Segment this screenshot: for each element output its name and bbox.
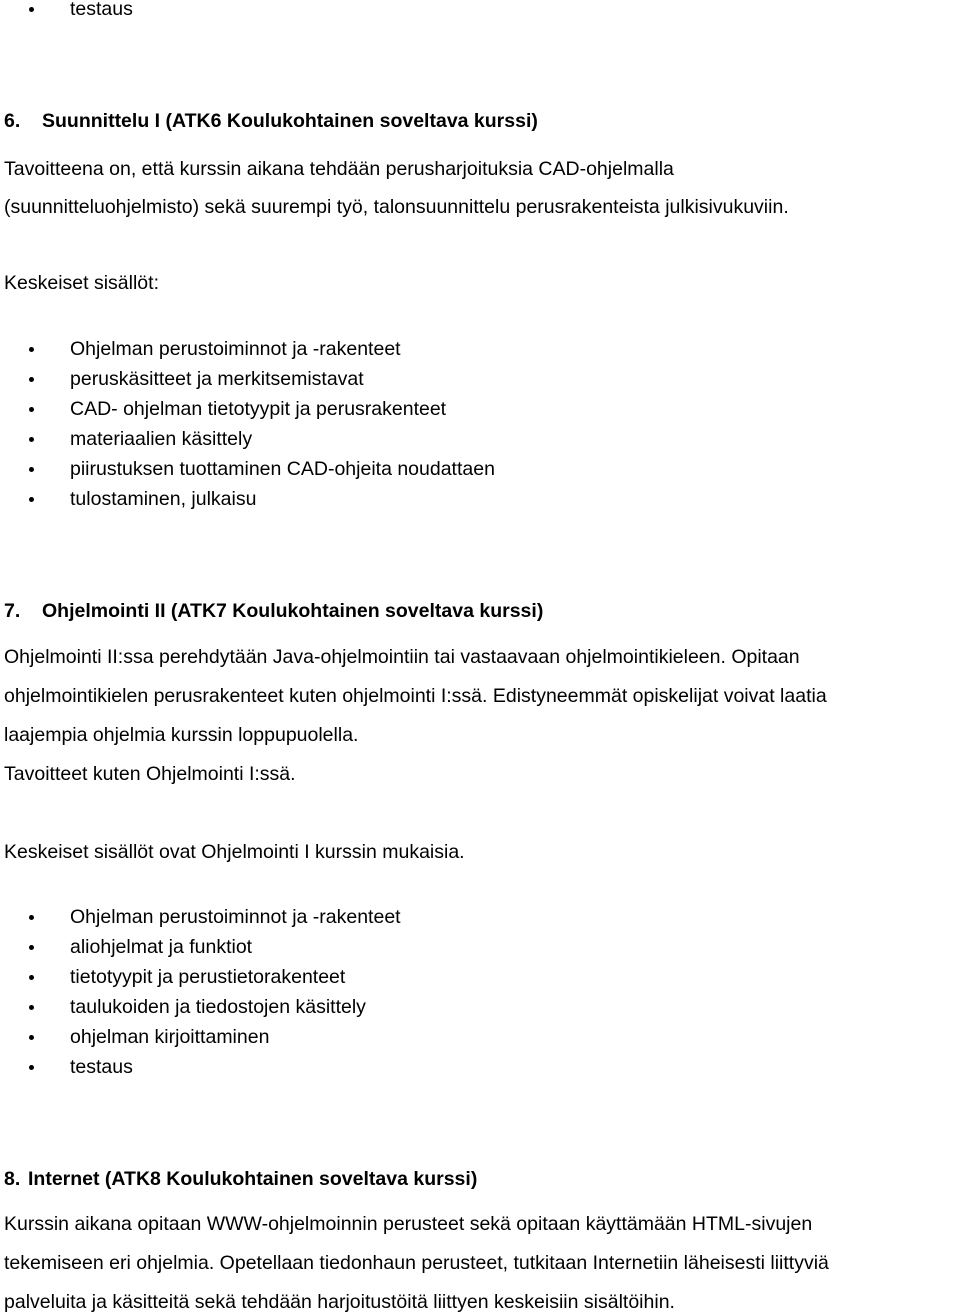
bullet-icon xyxy=(29,407,34,412)
section-6-number: 6. xyxy=(4,110,21,132)
list-item-text: piirustuksen tuottaminen CAD-ohjeita noudattaen xyxy=(70,458,495,480)
bullet-icon xyxy=(29,437,34,442)
list-item-text: aliohjelmat ja funktiot xyxy=(70,936,253,958)
list-item-text: tulostaminen, julkaisu xyxy=(70,488,257,510)
list-item-text: ohjelman kirjoittaminen xyxy=(70,1026,270,1048)
list-item-text: peruskäsitteet ja merkitsemistavat xyxy=(70,368,364,390)
section-8-intro-line-3: palveluita ja käsitteitä sekä tehdään harjoitustöitä liittyen keskeisiin sisältöihin. xyxy=(4,1291,675,1313)
bullet-icon xyxy=(29,377,34,382)
section-8-intro-line-1: Kurssin aikana opitaan WWW-ohjelmoinnin perusteet sekä opitaan käyttämään HTML-sivujen xyxy=(4,1213,813,1235)
section-8-intro-line-2: tekemiseen eri ohjelmia. Opetellaan tiedonhaun perusteet, tutkitaan Internetiin läheisesti liittyviä xyxy=(4,1252,829,1274)
bullet-icon xyxy=(29,1065,34,1070)
bullet-icon xyxy=(29,945,34,950)
section-7-contents-label: Keskeiset sisällöt ovat Ohjelmointi I kurssin mukaisia. xyxy=(4,841,465,863)
list-item-text: Ohjelman perustoiminnot ja -rakenteet xyxy=(70,906,401,928)
bullet-icon xyxy=(29,467,34,472)
list-item-text: CAD- ohjelman tietotyypit ja perusrakenteet xyxy=(70,398,447,420)
list-item-text: tietotyypit ja perustietorakenteet xyxy=(70,966,346,988)
bullet-icon xyxy=(29,497,34,502)
section-7-intro-line-2: ohjelmointikielen perusrakenteet kuten ohjelmointi I:ssä. Edistyneemmät opiskelijat voivat laatia xyxy=(4,685,827,707)
bullet-icon xyxy=(29,347,34,352)
list-item-text: Ohjelman perustoiminnot ja -rakenteet xyxy=(70,338,401,360)
bullet-icon xyxy=(29,975,34,980)
section-8-number: 8. xyxy=(4,1168,21,1190)
section-8-title: Internet (ATK8 Koulukohtainen soveltava kurssi) xyxy=(28,1168,478,1190)
list-item-text: taulukoiden ja tiedostojen käsittely xyxy=(70,996,366,1018)
list-item-text: testaus xyxy=(70,0,133,20)
bullet-icon xyxy=(29,915,34,920)
section-6-intro-line-1: Tavoitteena on, että kurssin aikana tehdään perusharjoituksia CAD-ohjelmalla xyxy=(4,158,674,180)
section-7-heading xyxy=(4,599,543,623)
section-8-heading xyxy=(4,1167,477,1191)
bullet-icon xyxy=(29,7,34,12)
list-item-text: testaus xyxy=(70,1056,133,1078)
section-7-title: Ohjelmointi II (ATK7 Koulukohtainen soveltava kurssi) xyxy=(42,600,544,622)
list-item-text: materiaalien käsittely xyxy=(70,428,253,450)
section-7-number: 7. xyxy=(4,600,21,622)
section-7-intro-line-3: laajempia ohjelmia kurssin loppupuolella. xyxy=(4,724,359,746)
section-6-contents-label: Keskeiset sisällöt: xyxy=(4,272,159,294)
section-7-intro-line-4: Tavoitteet kuten Ohjelmointi I:ssä. xyxy=(4,763,296,785)
bullet-icon xyxy=(29,1005,34,1010)
section-7-intro-line-1: Ohjelmointi II:ssa perehdytään Java-ohjelmointiin tai vastaavaan ohjelmointikieleen. Opitaan xyxy=(4,646,800,668)
section-6-title: Suunnittelu I (ATK6 Koulukohtainen soveltava kurssi) xyxy=(42,110,538,132)
bullet-icon xyxy=(29,1035,34,1040)
section-6-heading xyxy=(4,109,538,133)
section-6-intro-line-2: (suunnitteluohjelmisto) sekä suurempi työ, talonsuunnittelu perusrakenteista julkisivukuviin. xyxy=(4,196,789,218)
